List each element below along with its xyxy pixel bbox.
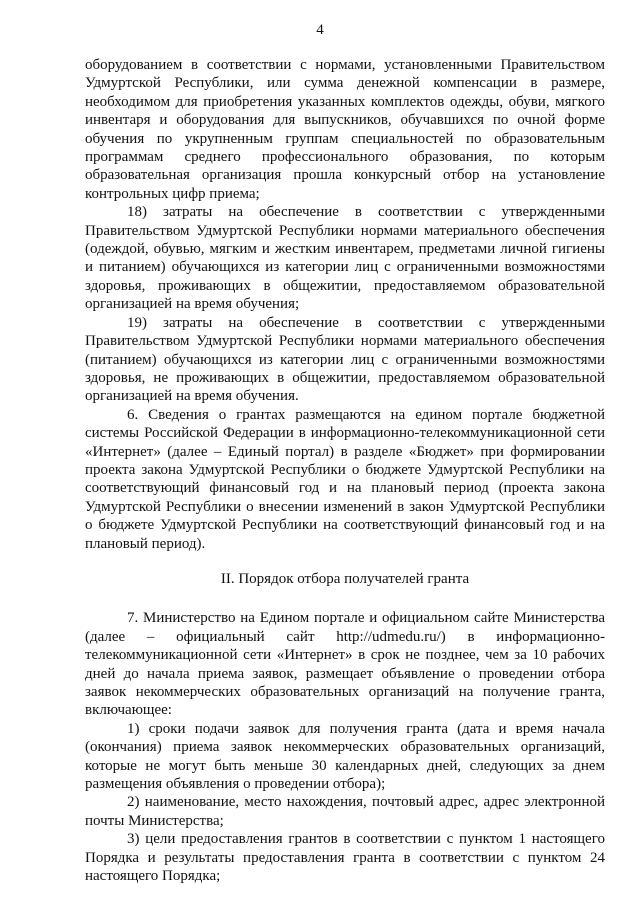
- section-heading: II. Порядок отбора получателей гранта: [220, 570, 470, 587]
- paragraph: 3) цели предоставления грантов в соответствии с пунктом 1 настоящего Порядка и результаты предоставления гранта в соответствии с пунктом 24 настоящего Порядка;: [85, 831, 605, 885]
- paragraph: 7. Министерство на Едином портале и официальном сайте Министерства (далее – официальный сайт http://udmedu.ru/) в информационно-телекоммуникационной сети «Интернет» в срок не позднее, чем за 10 рабочих дней до начала приема заявок, размещает объявление о проведении отбора заявок некоммерческих образовательных организаций на получение гранта, включающее:: [85, 610, 605, 719]
- paragraph: 6. Сведения о грантах размещаются на едином портале бюджетной системы Российской Федерации в информационно-телекоммуникационной сети «Интернет» (далее – Единый портал) в разделе «Бюджет» при формировании проекта закона Удмуртской Республики о бюджете Удмуртской Республики на соответствующий финансовый год и на плановый период (проекта закона Удмуртской Республики о внесении изменений в закон Удмуртской Республики о бюджете Удмуртской Республики на соответствующий финансовый год и на плановый период).: [85, 406, 605, 552]
- paragraph: оборудованием в соответствии с нормами, установленными Правительством Удмуртской Республики, или сумма денежной компенсации в размере, необходимом для приобретения указанных комплектов одежды, обуви, мягкого инвентаря и оборудования для выпускников, обучавшихся по очной форме обучения по укрупненным группам специальностей по образовательным программам среднего профессионального образования, по которым образовательная организация прошла конкурсный отбор на установление контрольных цифр приема;: [85, 57, 605, 202]
- paragraph: 1) сроки подачи заявок для получения гранта (дата и время начала (окончания) приема заявок некоммерческих образовательных организаций, которые не могут быть меньше 30 календарных дней, следующих за днем размещения объявления о проведении отбора);: [85, 720, 605, 793]
- paragraph: 19) затраты на обеспечение в соответствии с утвержденными Правительством Удмуртской Республики нормами материального обеспечения (питанием) обучающихся из категории лиц с ограниченными возможностями здоровья, не проживающих в общежитии, предоставляемом образовательной организацией на время обучения.: [85, 314, 605, 405]
- document-body: [85, 56, 605, 885]
- page-number: 4: [316, 22, 324, 38]
- paragraph: 2) наименование, место нахождения, почтовый адрес, адрес электронной почты Министерства;: [85, 794, 605, 829]
- paragraph: 18) затраты на обеспечение в соответствии с утвержденными Правительством Удмуртской Республики нормами материального обеспечения (одеждой, обувью, мягким и жестким инвентарем, предметами личной гигиены и питанием) обучающихся из категории лиц с ограниченными возможностями здоровья, проживающих в общежитии, предоставляемом образовательной организацией на время обучения;: [85, 204, 605, 313]
